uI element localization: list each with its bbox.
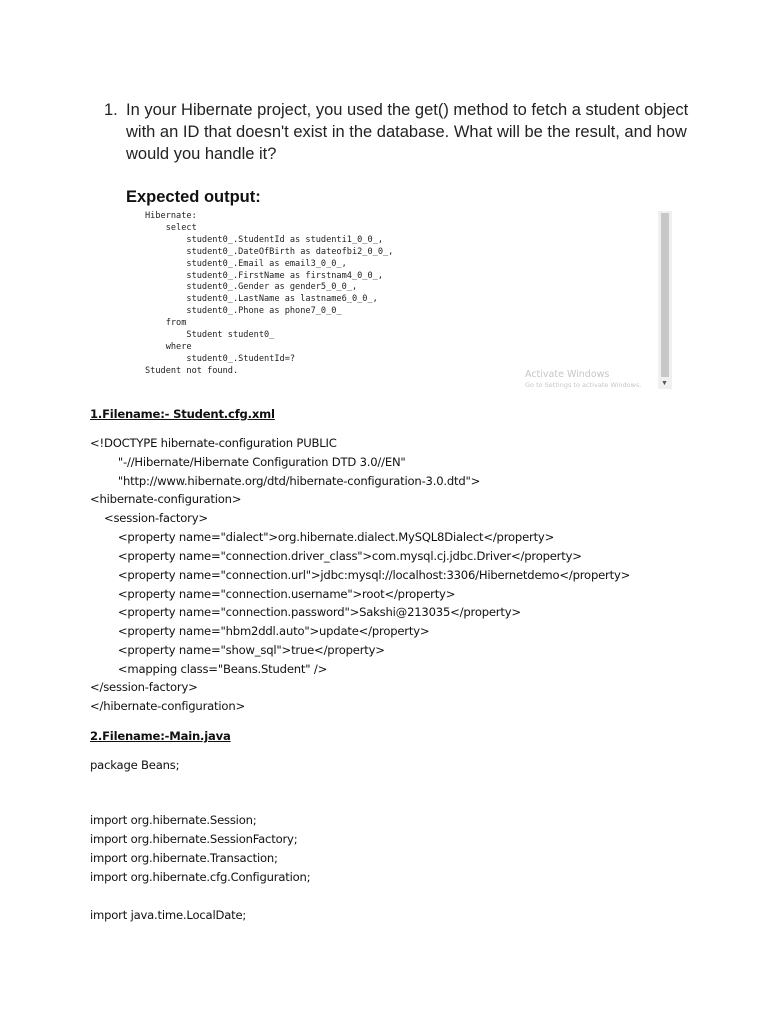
code-line: <property name="connection.username">root</property> <box>90 587 456 601</box>
code-line: <property name="connection.password">Sakshi@213035</property> <box>90 605 521 619</box>
code-line: import org.hibernate.Transaction; <box>90 851 278 865</box>
code-line: <property name="hbm2ddl.auto">update</property> <box>90 624 430 638</box>
question <box>104 99 694 165</box>
code-line: <mapping class="Beans.Student" /> <box>90 662 328 676</box>
code-line: <property name="dialect">org.hibernate.dialect.MySQL8Dialect</property> <box>90 530 555 544</box>
code-line: <property name="connection.driver_class">com.mysql.cj.jdbc.Driver</property> <box>90 549 582 563</box>
console-line: Student student0_ <box>145 330 275 341</box>
console-line: student0_.Gender as gender5_0_0_, <box>145 282 358 293</box>
console-line: from <box>145 318 187 329</box>
code-line: </session-factory> <box>90 680 198 694</box>
console-line: where <box>145 341 192 352</box>
console-line: student0_.StudentId as studenti1_0_0_, <box>145 234 383 245</box>
code-line: "http://www.hibernate.org/dtd/hibernate-configuration-3.0.dtd"> <box>90 474 481 488</box>
console-line: student0_.FirstName as firstnam4_0_0_, <box>145 270 383 281</box>
code-line: import java.time.LocalDate; <box>90 908 247 922</box>
scrollbar-thumb[interactable] <box>661 213 669 377</box>
code-line: <!DOCTYPE hibernate-configuration PUBLIC <box>90 436 337 450</box>
activate-windows-watermark <box>525 369 641 389</box>
console-line: student0_.StudentId=? <box>145 353 296 364</box>
console-line: Hibernate: <box>145 211 197 221</box>
expected-output-title: Expected output: <box>126 188 261 206</box>
question-number: 1. <box>104 101 118 119</box>
code-line: <property name="show_sql">true</property> <box>90 643 385 657</box>
code-line: import org.hibernate.SessionFactory; <box>90 832 298 846</box>
console-line: student0_.LastName as lastname6_0_0_, <box>145 294 378 305</box>
console-output-image <box>141 211 672 389</box>
code-line: <session-factory> <box>90 511 208 525</box>
code-line: "-//Hibernate/Hibernate Configuration DTD 3.0//EN" <box>90 455 406 469</box>
code-line: </hibernate-configuration> <box>90 699 245 713</box>
question-text: In your Hibernate project, you used the get() method to fetch a student object with an ID that doesn't exist in the database. What will be the result, and how would you handle it? <box>126 101 689 163</box>
console-line: Student not found. <box>145 365 239 376</box>
scroll-down-arrow-icon[interactable]: ▼ <box>661 380 668 387</box>
console-line: student0_.Email as email3_0_0_, <box>145 258 347 269</box>
console-line: select <box>145 222 197 233</box>
file2-heading: 2.Filename:-Main.java <box>90 729 231 743</box>
console-scrollbar[interactable] <box>658 211 672 389</box>
console-line: student0_.DateOfBirth as dateofbi2_0_0_, <box>145 246 394 257</box>
code-line: import org.hibernate.Session; <box>90 813 257 827</box>
code-line: <property name="connection.url">jdbc:mysql://localhost:3306/Hibernetdemo</property> <box>90 568 631 582</box>
code-line: import org.hibernate.cfg.Configuration; <box>90 870 311 884</box>
watermark-subtitle: Go to Settings to activate Windows. <box>525 381 642 389</box>
code-line: package Beans; <box>90 758 180 772</box>
watermark-title: Activate Windows <box>525 369 610 380</box>
code-line: <hibernate-configuration> <box>90 492 242 506</box>
console-output-text <box>145 211 393 378</box>
console-line: student0_.Phone as phone7_0_0_ <box>145 306 342 317</box>
file1-heading: 1.Filename:- Student.cfg.xml <box>90 407 275 421</box>
